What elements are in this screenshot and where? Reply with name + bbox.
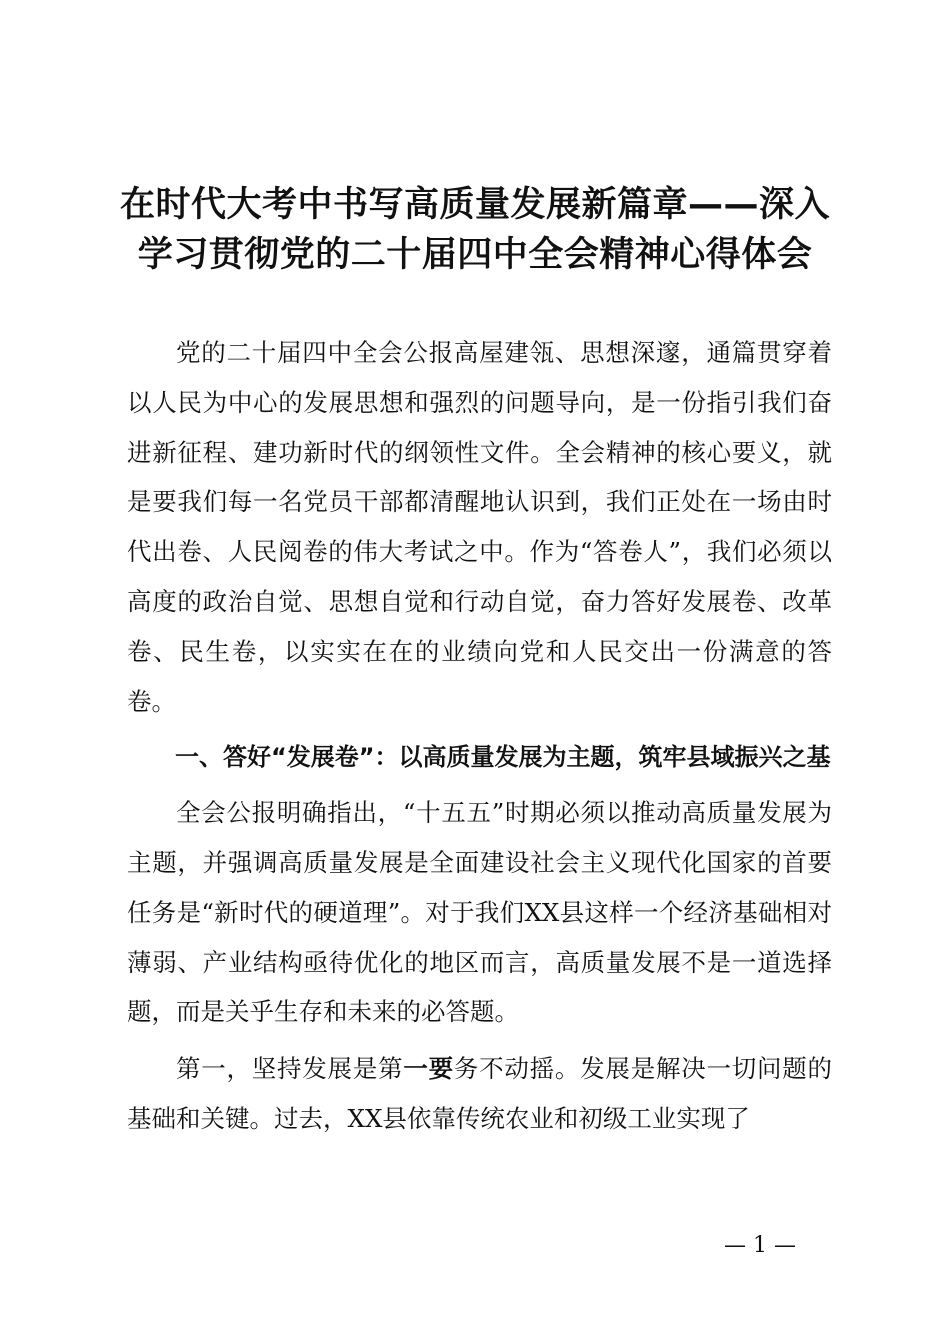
page-number: — 1 — [724,1233,796,1258]
point-1-rest: 务不动摇。发展是解决一切问题的基础和关键。过去，XX县依靠传统农业和初级工业实现了 [127,1054,833,1133]
point-1-prefix: 第一，坚持发展是第 [176,1054,404,1084]
document-body [127,328,832,1144]
point-1-emphasis: 一要 [403,1054,454,1084]
intro-paragraph: 党的二十届四中全会公报高屋建瓴、思想深邃，通篇贯穿着以人民为中心的发展思想和强烈的问题导向，是一份指引我们奋进新征程、建功新时代的纲领性文件。全会精神的核心要义，就是要我们每一名党员干部都清醒地认识到，我们正处在一场由时代出卷、人民阅卷的伟大考试之中。作为“答卷人”，我们必须以高度的政治自觉、思想自觉和行动自觉，奋力答好发展卷、改革卷、民生卷，以实实在在的业绩向党和人民交出一份满意的答卷。 [127,338,832,716]
document-title [110,180,840,280]
title-line-1: 在时代大考中书写高质量发展新篇章——深入 [119,185,830,225]
point-1-paragraph [127,1044,832,1144]
section-1-paragraph: 全会公报明确指出，“十五五”时期必须以推动高质量发展为主题，并强调高质量发展是全面建设社会主义现代化国家的首要任务是“新时代的硬道理”。对于我们XX县这样一个经济基础相对薄弱、产业结构亟待优化的地区而言，高质量发展不是一道选择题，而是关乎生存和未来的必答题。 [127,798,832,1027]
section-1-heading: 一、答好“发展卷”：以高质量发展为主题，筑牢县域振兴之基 [175,743,831,772]
title-line-2: 学习贯彻党的二十届四中全会精神心得体会 [137,235,813,275]
